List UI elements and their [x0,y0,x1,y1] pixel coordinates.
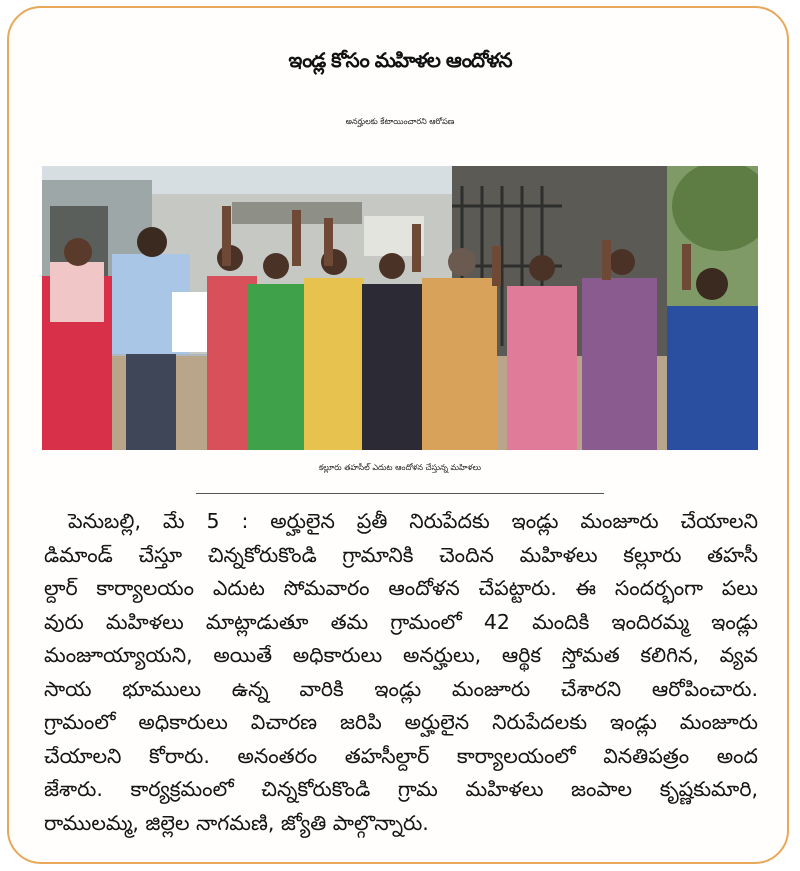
subheadline: అనర్హులకు కేటాయించారని ఆరోపణ [345,117,455,126]
news-photo [42,166,758,450]
body-line: పెనుబల్లి, మే 5 : అర్హులైన ప్రతీ నిరుపేదకు ఇండ్లు మంజూరు చేయాలని [68,509,758,533]
article-body [44,505,758,840]
body-line: రాములమ్మ, జిల్లెల నాగమణి, జ్యోతి పాల్గొన్నారు. [44,810,429,835]
headline: ఇండ్ల కోసం మహిళల ఆందోళన [288,48,512,72]
body-line: చేయాలని కోరారు. అనంతరం తహసీల్దార్ కార్యాలయంలో వినతిపత్రం అంద [44,743,758,768]
body-line: సాయ భూములు ఉన్న వారికి ఇండ్లు మంజూరు చేశారని ఆరోపించారు. [44,676,758,701]
body-line: డిమాండ్ చేస్తూ చిన్నకోరుకొండి గ్రామానికి చెందిన మహిళలు కల్లూరు తహసీ [44,542,758,567]
body-line: గ్రామంలో అధికారులు విచారణ జరిపి అర్హులైన నిరుపేదలకు ఇండ్లు మంజూరు [44,710,758,734]
body-line: ల్దార్ కార్యాలయం ఎదుట సోమవారం ఆందోళన చేపట్టారు. ఈ సందర్భంగా పలు [44,576,758,600]
caption-divider [196,493,604,494]
body-line: మంజూయ్యాయని, అయితే అధికారులు అనర్హులు, ఆర్థిక స్తోమత కలిగిన, వ్యవ [44,643,758,667]
body-line: వురు మహిళలు మాట్లాడుతూ తమ గ్రామంలో 42 మందికి ఇందిరమ్మ ఇండ్లు [44,609,758,634]
photo-caption: కల్లూరు తహసీల్ ఎదుట ఆందోళన చేస్తున్న మహిళలు [319,463,481,472]
body-line: జేశారు. కార్యక్రమంలో చిన్నకోరుకొండి గ్రామ మహిళలు జంపాల కృష్ణకుమారి, [44,777,758,801]
